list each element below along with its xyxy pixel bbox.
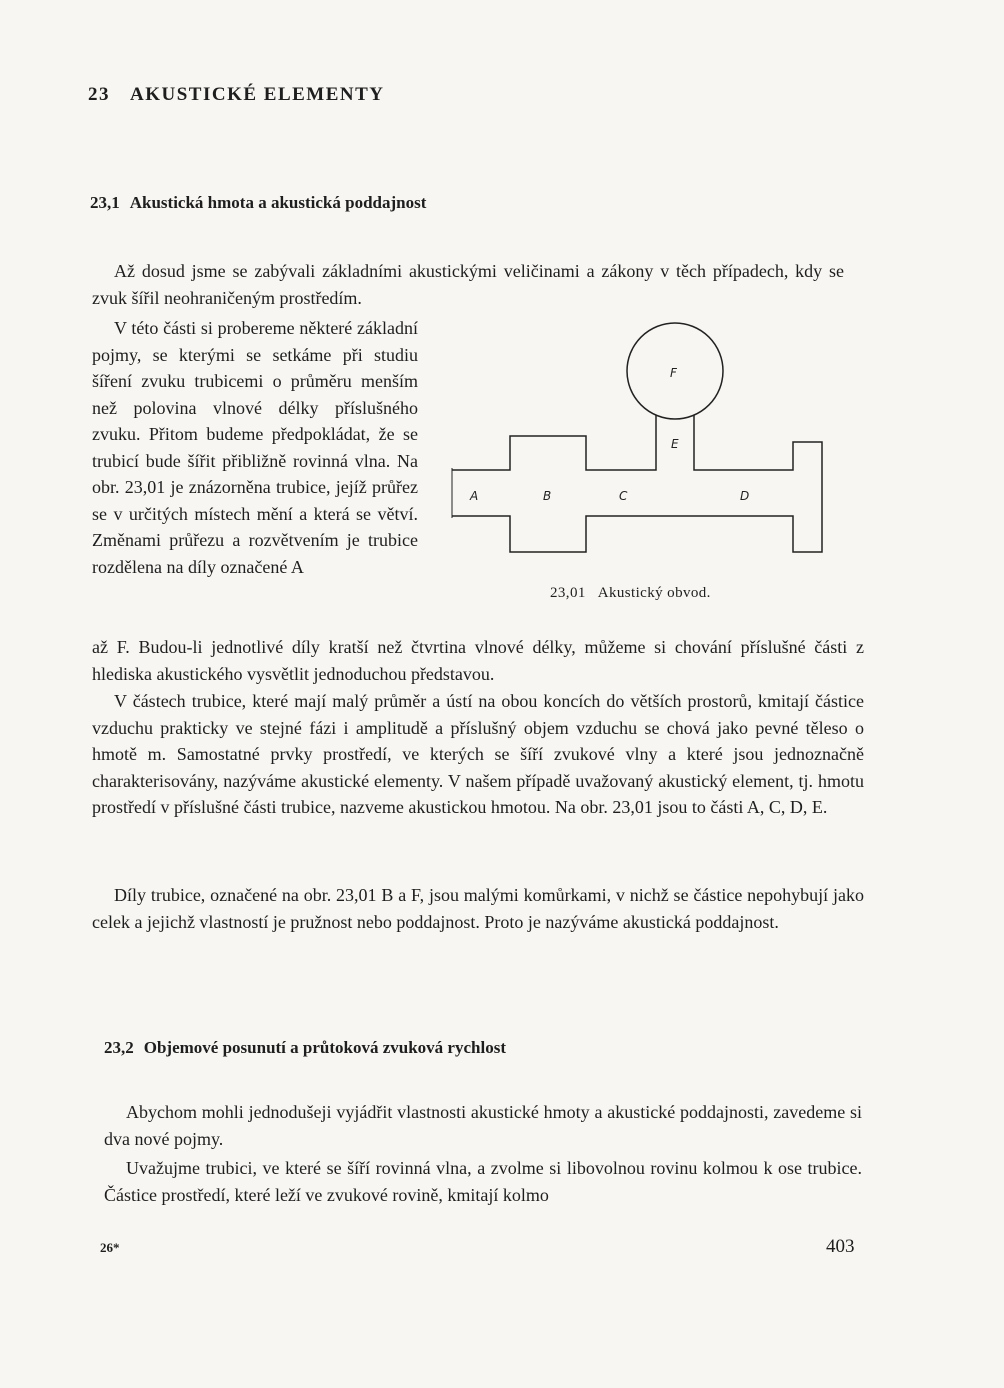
label-e: E — [671, 437, 679, 451]
figure-caption-text: Akustický obvod. — [597, 585, 711, 601]
page-number: 403 — [826, 1236, 855, 1257]
chapter-title: AKUSTICKÉ ELEMENTY — [130, 84, 385, 105]
section-heading-23-1 — [90, 193, 426, 213]
section-number: 23,2 — [104, 1038, 134, 1057]
label-a: A — [470, 489, 479, 503]
printer-signature: 26* — [100, 1240, 120, 1255]
section-heading-23-2 — [104, 1038, 506, 1058]
label-f: F — [670, 366, 677, 380]
tube-lower-right-wall — [452, 415, 822, 552]
label-c: C — [619, 489, 628, 503]
paragraph: Uvažujme trubici, ve které se šíří rovinná vlna, a zvolme si libovolnou rovinu kolmou k ose trubice. Částice prostředí, které leží ve zvukové rovině, kmitají kolmo — [104, 1158, 862, 1205]
chapter-number: 23 — [88, 84, 110, 105]
label-d: D — [740, 489, 750, 503]
figure-acoustic-circuit — [448, 322, 838, 562]
paragraph-wrapped: V této části si probereme některé základní pojmy, se kterými se setkáme při studiu šíření zvuku trubicemi o průměru menším než polovina vlnové délky příslušného zvuku. Přitom budeme předpokládat, že se trubicí bude šířit přibližně rovinná vlna. Na obr. 23,01 je znázorněna trubice, jejíž průřez se v určitých místech mění a která se větví. Změnami průřezu a rozvětvením je trubice rozdělena na díly označené A — [92, 318, 418, 577]
paragraph: Až dosud jsme se zabývali základními akustickými veličinami a zákony v těch případech, kdy se zvuk šířil neohraničeným prostředím. — [92, 261, 844, 308]
figure-number: 23,01 — [550, 585, 586, 601]
section-number: 23,1 — [90, 193, 120, 212]
paragraph: V částech trubice, které mají malý průměr a ústí na obou koncích do větších prostorů, kmitají částice vzduchu prakticky ve stejné fázi i amplitudě a příslušný objem vzduchu se chová jako pevné těleso o hmotě m. Samostatné prvky prostředí, ve kterých se šíří zvukové vlny a které jsou jednoznačně charakterisovány, nazýváme akustické elementy. V našem případě uvažovaný akustický element, tj. hmotu prostředí v příslušné části trubice, nazveme akustickou hmotou. Na obr. 23,01 jsou to části A, C, D, E. — [92, 691, 864, 817]
paragraph: Díly trubice, označené na obr. 23,01 B a F, jsou malými komůrkami, v nichž se částice nepohybují jako celek a jejichž vlastností je pružnost nebo poddajnost. Proto je nazýváme akustická poddajnost. — [92, 885, 864, 932]
paragraph: Abychom mohli jednodušeji vyjádřit vlastnosti akustické hmoty a akustické poddajnosti, zavedeme si dva nové pojmy. — [104, 1102, 862, 1149]
chapter-heading — [88, 84, 385, 106]
section-title: Objemové posunutí a průtoková zvuková rychlost — [143, 1038, 506, 1057]
figure-caption — [550, 585, 711, 602]
label-b: B — [543, 489, 552, 503]
acoustic-circuit-diagram — [448, 322, 838, 562]
section-title: Akustická hmota a akustická poddajnost — [129, 193, 427, 212]
tube-upper-left-wall — [452, 415, 656, 470]
paragraph: až F. Budou-li jednotlivé díly kratší než čtvrtina vlnové délky, můžeme si chování příslušné části z hlediska akustického vysvětlit jednoduchou představou. — [92, 637, 864, 684]
